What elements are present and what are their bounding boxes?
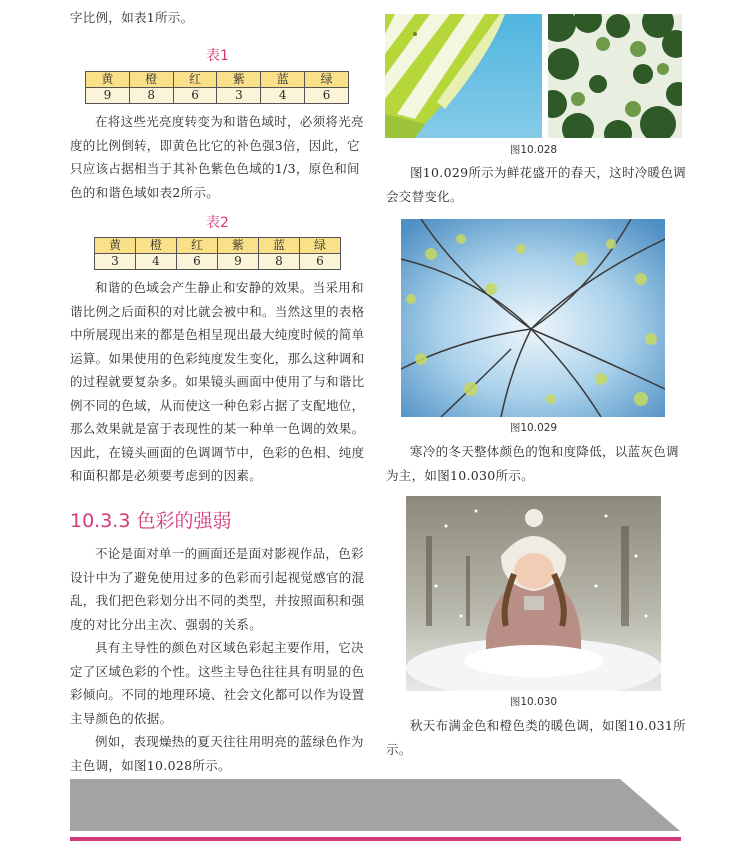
figure-030-caption: 图10.030 [509, 696, 558, 708]
table1-header: 黄 [86, 72, 130, 88]
table1-value: 6 [173, 88, 217, 104]
table2-value: 6 [177, 254, 218, 270]
table2-value: 6 [300, 254, 341, 270]
table1-value: 4 [261, 88, 305, 104]
figure-029-caption: 图10.029 [509, 422, 558, 434]
paragraph-winter: 寒冷的冬天整体颜色的饱和度降低，以蓝灰色调为主，如图10.030所示。 [386, 444, 679, 483]
table2-value: 3 [95, 254, 136, 270]
table1-title: 表1 [206, 48, 229, 64]
paragraph-strength-2: 具有主导性的颜色对区域色彩起主要作用，它决定了区域色彩的个性。这些主导色往往具有明显的色彩倾向。不同的地理环境、社会文化都可以作为设置主导颜色的依据。 [70, 640, 365, 726]
photo-winter-child [406, 496, 661, 691]
table1-value: 8 [129, 88, 173, 104]
paragraph-autumn: 秋天布满金色和橙色类的暖色调，如图10.031所示。 [386, 718, 686, 757]
photo-foliage [548, 14, 682, 138]
figure-028-caption: 图10.028 [509, 144, 558, 156]
table1 [85, 71, 349, 104]
table2-header: 紫 [218, 238, 259, 254]
table2-value: 8 [259, 254, 300, 270]
photo-umbrella [385, 14, 542, 138]
section-title: 10.3.3 色彩的强弱 [70, 510, 232, 532]
intro-line: 字比例，如表1所示。 [70, 10, 194, 25]
table2-header: 蓝 [259, 238, 300, 254]
paragraph-harmony: 和谐的色域会产生静止和安静的效果。当采用和谐比例之后面积的对比就会被中和。当然这里的表格中所展现出来的都是色相呈现出最大纯度时候的简单运算。如果使用的色彩纯度发生变化，那么这种调和的过程就要复杂多。如果镜头画面中使用了与和谐比例不同的色域，从而使这一种色彩占据了支配地位，那么效果就是富于表现性的某一种单一色调的效果。因此，在镜头画面的色调调节中，色彩的色相、纯度和面积都是必须要考虑到的因素。 [70, 280, 365, 483]
table2-value: 9 [218, 254, 259, 270]
table1-value: 6 [305, 88, 349, 104]
paragraph-spring: 图10.029所示为鲜花盛开的春天，这时冷暖色调会交替变化。 [386, 165, 686, 204]
table1-header: 橙 [129, 72, 173, 88]
table2-title: 表2 [206, 215, 229, 231]
table2-header: 黄 [95, 238, 136, 254]
paragraph-strength-3: 例如，表现燥热的夏天往往用明亮的蓝绿色作为主色调，如图10.028所示。 [70, 734, 364, 773]
paragraph-brightness: 在将这些光亮度转变为和谐色域时，必须将光亮度的比例倒转，即黄色比它的补色强3倍，因此，它只应该占据相当于其补色紫色色域的1/3，原色和间色的和谐色域如表2所示。 [70, 114, 364, 200]
table1-header: 蓝 [261, 72, 305, 88]
table2-value: 4 [136, 254, 177, 270]
table2 [94, 237, 341, 270]
paragraph-strength-1: 不论是面对单一的画面还是面对影视作品，色彩设计中为了避免使用过多的色彩而引起视觉感官的混乱，我们把色彩划分出不同的类型，并按照面积和强度的对比分出主次、强弱的关系。 [70, 546, 365, 632]
table1-header: 紫 [217, 72, 261, 88]
table1-value: 9 [86, 88, 130, 104]
table2-header: 绿 [300, 238, 341, 254]
photo-spring-branches [401, 219, 665, 417]
table1-header: 红 [173, 72, 217, 88]
table2-header: 红 [177, 238, 218, 254]
table1-header: 绿 [305, 72, 349, 88]
table1-value: 3 [217, 88, 261, 104]
footer-band [0, 779, 738, 853]
table2-header: 橙 [136, 238, 177, 254]
